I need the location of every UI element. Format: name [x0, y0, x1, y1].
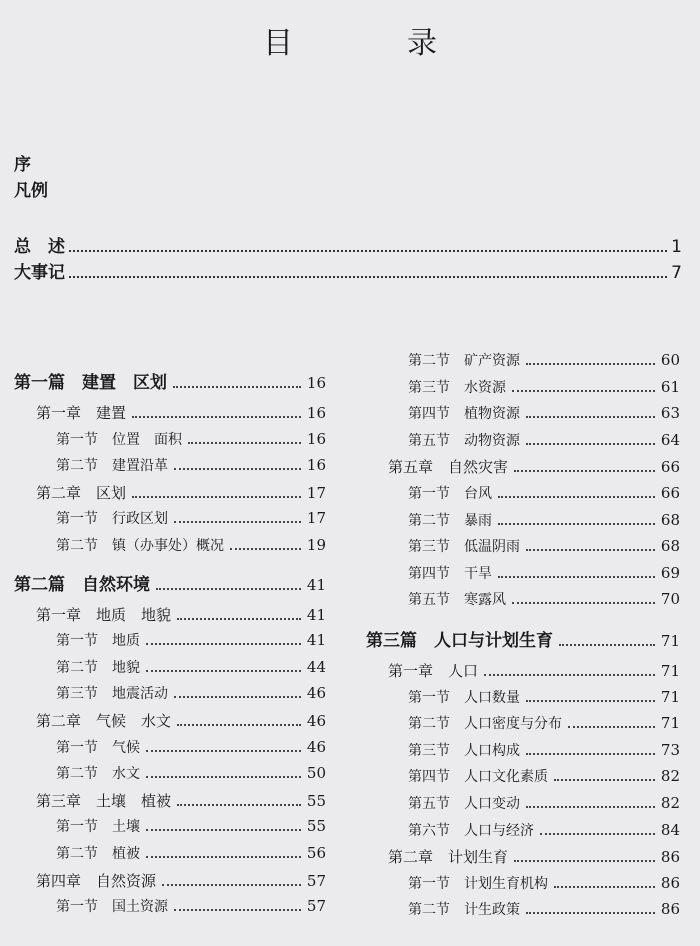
toc-entry-level3[interactable] — [408, 766, 680, 786]
toc-entry-level3[interactable] — [408, 403, 680, 423]
toc-entry-label: 第一篇 建置 区划 — [14, 373, 167, 393]
toc-entry-level3[interactable] — [408, 899, 680, 919]
leader-dots — [512, 602, 655, 604]
toc-entry-label: 第六节 人口与经济 — [408, 822, 534, 839]
toc-entry-label: 第一节 行政区划 — [56, 511, 168, 528]
toc-entry-page: 68 — [660, 537, 680, 556]
toc-entry-page: 66 — [660, 484, 680, 502]
toc-entry-level2[interactable] — [388, 846, 680, 867]
leader-dots — [526, 549, 655, 551]
toc-entry-page: 41 — [306, 605, 326, 624]
toc-entry-level3[interactable] — [408, 483, 680, 503]
toc-entry-page: 71 — [660, 714, 680, 733]
toc-entry-level3[interactable] — [408, 377, 680, 397]
toc-entry-page: 73 — [660, 740, 680, 759]
leader-dots — [146, 670, 301, 672]
toc-entry-level3[interactable] — [408, 740, 680, 760]
toc-entry-page: 16 — [306, 456, 326, 475]
toc-entry-label: 第五章 自然灾害 — [388, 458, 509, 477]
leader-dots — [514, 470, 655, 472]
leader-dots — [498, 496, 655, 498]
toc-entry-page: 44 — [306, 657, 326, 676]
toc-entry-level3[interactable] — [56, 630, 326, 650]
toc-entry-page: 50 — [306, 764, 326, 783]
leader-dots — [484, 674, 655, 676]
toc-entry-level3[interactable] — [408, 713, 680, 733]
toc-entry-page: 7 — [671, 263, 682, 283]
toc-entry-page: 71 — [660, 632, 680, 650]
toc-entry-page: 41 — [306, 631, 326, 650]
toc-entry-level3[interactable] — [408, 873, 680, 893]
toc-entry-level3[interactable] — [408, 563, 680, 583]
toc-entry-page: 86 — [660, 873, 680, 892]
toc-entry-level2[interactable] — [36, 482, 326, 503]
toc-entry-page: 55 — [306, 791, 326, 810]
toc-entry-label: 第二章 气候 水文 — [36, 712, 172, 730]
leader-dots — [146, 643, 301, 645]
toc-entry-page: 56 — [306, 844, 326, 862]
toc-entry-label: 第一节 地质 — [56, 633, 140, 650]
toc-entry-label: 第二节 人口密度与分布 — [408, 716, 562, 733]
leader-dots — [132, 496, 301, 498]
toc-entry-page: 16 — [306, 404, 326, 422]
leader-dots — [69, 276, 667, 278]
leader-dots — [512, 390, 655, 392]
toc-entry-label: 第二节 水文 — [56, 766, 140, 783]
toc-entry-label: 第五节 人口变动 — [408, 796, 520, 812]
toc-entry-page: 64 — [660, 430, 680, 449]
toc-entry-level3[interactable] — [408, 430, 680, 450]
leader-dots — [69, 250, 667, 252]
toc-entry-page: 41 — [306, 575, 326, 594]
toc-entry-level3[interactable] — [408, 793, 680, 813]
leader-dots — [177, 804, 301, 806]
leader-dots — [146, 829, 301, 831]
toc-entry-level3[interactable] — [56, 535, 326, 555]
toc-entry-page: 70 — [660, 590, 680, 609]
toc-entry-level3[interactable] — [408, 510, 680, 530]
toc-entry-page: 82 — [660, 794, 680, 812]
toc-entry-page: 66 — [660, 458, 680, 477]
toc-entry-label: 第一节 土壤 — [56, 819, 140, 836]
toc-entry-level1[interactable] — [14, 570, 326, 595]
toc-entry-label: 第三节 水资源 — [408, 379, 506, 396]
toc-entry-label: 第二节 镇（办事处）概况 — [56, 538, 224, 554]
leader-dots — [177, 724, 301, 726]
leader-dots — [514, 860, 655, 862]
toc-entry-label: 第一章 建置 — [36, 404, 127, 422]
toc-entry-level1[interactable] — [14, 368, 326, 393]
toc-entry-page: 69 — [660, 563, 680, 582]
leader-dots — [146, 856, 301, 858]
toc-entry-page: 46 — [306, 737, 326, 756]
toc-entry-page: 46 — [306, 684, 326, 703]
toc-entry-label: 第一章 地质 地貌 — [36, 605, 172, 624]
toc-entry-level2[interactable] — [388, 456, 680, 477]
toc-entry-page: 55 — [306, 817, 326, 836]
toc-entry-level2[interactable] — [36, 710, 326, 731]
toc-entry-level3[interactable] — [408, 536, 680, 556]
toc-entry-level2[interactable] — [388, 660, 680, 681]
toc-entry-page: 16 — [306, 429, 326, 448]
toc-entry-label: 第二篇 自然环境 — [14, 574, 150, 595]
leader-dots — [568, 726, 655, 728]
toc-entry-page: 71 — [660, 687, 680, 706]
toc-entry-label: 第三节 地震活动 — [56, 686, 168, 703]
toc-entry-level3[interactable] — [408, 589, 680, 609]
leader-dots — [156, 588, 301, 590]
toc-entry-page: 82 — [660, 767, 680, 786]
toc-entry-label: 第三节 低温阴雨 — [408, 539, 520, 556]
toc-entry-page: 86 — [660, 848, 680, 867]
leader-dots — [498, 576, 655, 578]
toc-entry-label: 第一章 人口 — [388, 662, 479, 680]
toc-entry-page: 71 — [660, 662, 680, 680]
toc-entry-label: 第一节 气候 — [56, 739, 140, 756]
toc-entry-label: 第一节 人口数量 — [408, 689, 520, 706]
toc-entry-level3[interactable] — [56, 843, 326, 863]
toc-entry-page: 1 — [671, 237, 682, 257]
leader-dots — [174, 909, 301, 911]
leader-dots — [173, 386, 301, 388]
toc-entry-level2[interactable] — [36, 790, 326, 811]
toc-entry-label: 第一节 台风 — [408, 486, 492, 502]
toc-entry-level3[interactable] — [56, 508, 326, 528]
leader-dots — [230, 548, 301, 550]
toc-entry-level3[interactable] — [56, 896, 326, 916]
toc-entry-label: 第二节 矿产资源 — [408, 353, 520, 369]
toc-entry-level3[interactable] — [56, 816, 326, 836]
toc-entry-label: 第五节 寒露风 — [408, 592, 506, 609]
leader-dots — [146, 750, 301, 752]
front-item-preface: 序 — [14, 155, 31, 175]
toc-entry-level3[interactable] — [408, 820, 680, 840]
toc-entry-page: 19 — [306, 536, 326, 554]
toc-entry-label: 第二节 暴雨 — [408, 512, 492, 529]
toc-entry-page: 17 — [306, 483, 326, 502]
leader-dots — [526, 443, 655, 445]
leader-dots — [146, 776, 301, 778]
toc-entry-page: 16 — [306, 374, 326, 392]
toc-entry-page: 60 — [660, 351, 680, 369]
leader-dots — [188, 442, 301, 444]
leader-dots — [526, 753, 655, 755]
leader-dots — [177, 618, 301, 620]
toc-entry-label: 第二章 计划生育 — [388, 848, 509, 867]
toc-entry-page: 57 — [306, 897, 326, 916]
toc-entry-label: 第二节 计生政策 — [408, 902, 520, 919]
toc-entry-level3[interactable] — [56, 737, 326, 757]
leader-dots — [554, 886, 655, 888]
toc-entry-level3[interactable] — [56, 455, 326, 475]
toc-entry-label: 第三节 人口构成 — [408, 742, 520, 759]
toc-entry-level3[interactable] — [56, 657, 326, 677]
toc-entry-overview[interactable] — [14, 232, 682, 257]
toc-entry-level3[interactable] — [56, 683, 326, 703]
toc-entry-label: 第三章 土壤 植被 — [36, 791, 172, 810]
toc-entry-label: 第一节 位置 面积 — [56, 431, 182, 448]
toc-entry-label: 第二章 区划 — [36, 483, 127, 502]
toc-entry-label: 第二节 植被 — [56, 846, 140, 862]
toc-entry-label: 第四节 人口文化素质 — [408, 769, 548, 786]
toc-entry-label: 第一节 国土资源 — [56, 899, 168, 916]
toc-entry-page: 84 — [660, 820, 680, 839]
leader-dots — [526, 700, 655, 702]
toc-entry-page: 86 — [660, 900, 680, 919]
toc-entry-page: 61 — [660, 377, 680, 396]
leader-dots — [526, 416, 655, 418]
toc-entry-page: 68 — [660, 510, 680, 529]
leader-dots — [174, 696, 301, 698]
toc-entry-label: 第五节 动物资源 — [408, 432, 520, 449]
toc-entry-label: 第四章 自然资源 — [36, 871, 157, 890]
toc-entry-chronicle[interactable] — [14, 258, 682, 283]
toc-entry-level2[interactable] — [36, 604, 326, 625]
toc-entry-label: 第四节 植物资源 — [408, 406, 520, 423]
toc-entry-label: 第四节 干旱 — [408, 565, 492, 582]
toc-entry-level2[interactable] — [36, 870, 326, 891]
toc-entry-level3[interactable] — [408, 687, 680, 707]
toc-entry-label: 第二节 地貌 — [56, 659, 140, 676]
front-item-conventions: 凡例 — [14, 181, 48, 201]
toc-entry-page: 63 — [660, 404, 680, 423]
toc-entry-page: 57 — [306, 871, 326, 890]
leader-dots — [174, 521, 301, 523]
toc-entry-page: 17 — [306, 509, 326, 528]
toc-entry-label: 第三篇 人口与计划生育 — [366, 631, 553, 651]
leader-dots — [526, 912, 655, 914]
leader-dots — [540, 833, 655, 835]
toc-entry-level3[interactable] — [56, 429, 326, 449]
toc-entry-level1[interactable] — [366, 626, 680, 651]
toc-entry-level3[interactable] — [408, 350, 680, 370]
leader-dots — [554, 779, 655, 781]
toc-entry-page: 46 — [306, 712, 326, 730]
toc-entry-label: 总 述 — [14, 237, 65, 257]
toc-entry-label: 大事记 — [14, 263, 65, 283]
leader-dots — [526, 363, 655, 365]
leader-dots — [526, 806, 655, 808]
leader-dots — [162, 884, 301, 886]
toc-entry-level2[interactable] — [36, 402, 326, 423]
leader-dots — [498, 523, 655, 525]
toc-entry-label: 第一节 计划生育机构 — [408, 875, 548, 892]
leader-dots — [559, 644, 655, 646]
leader-dots — [174, 468, 301, 470]
toc-entry-label: 第二节 建置沿革 — [56, 458, 168, 475]
page-title: 目 录 — [263, 26, 479, 61]
toc-entry-level3[interactable] — [56, 763, 326, 783]
leader-dots — [132, 416, 301, 418]
